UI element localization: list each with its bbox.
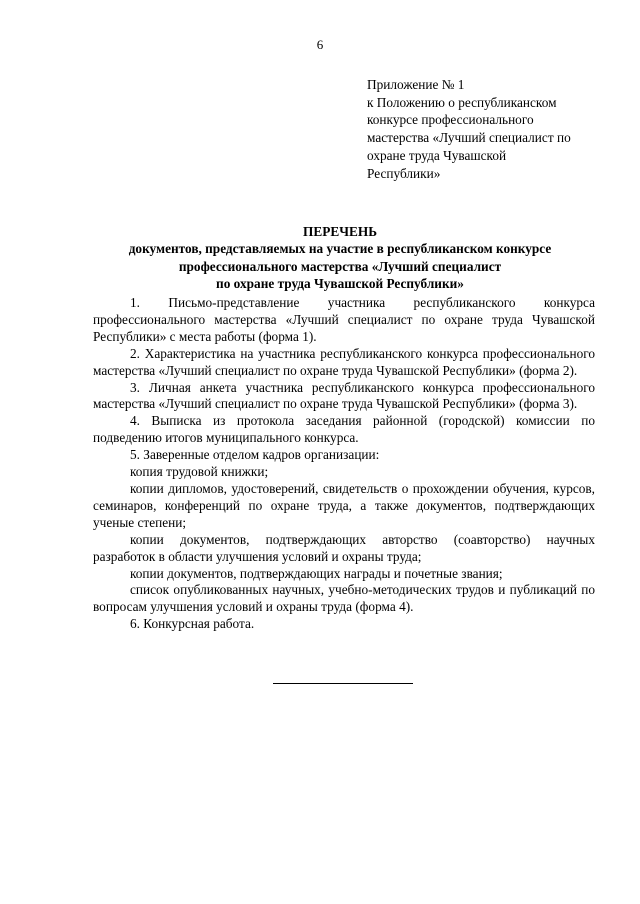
list-item: 2. Характеристика на участника республиканского конкурса профессионального мастерства «Лучший специалист по охране труда Чувашской Республики» (форма 2).	[93, 345, 595, 378]
title-line: по охране труда Чувашской Республики»	[216, 275, 464, 291]
title-line: профессионального мастерства «Лучший специалист	[178, 258, 502, 274]
appendix-line: Приложение № 1	[367, 77, 465, 92]
appendix-line: Республики»	[367, 165, 441, 181]
title-heading: ПЕРЕЧЕНЬ	[303, 224, 377, 239]
list-item: копии документов, подтверждающих авторство (соавторство) научных разработок в области улучшения условий и охраны труда;	[93, 531, 595, 564]
list-item: 4. Выписка из протокола заседания районной (городской) комиссии по подведению итогов муниципального конкурса.	[93, 413, 595, 446]
document-body	[93, 295, 595, 633]
page-number: 6	[316, 37, 324, 52]
closing-divider	[273, 683, 413, 684]
list-item: копия трудовой книжки;	[130, 464, 269, 480]
list-item: 3. Личная анкета участника республиканского конкурса профессионального мастерства «Лучший специалист по охране труда Чувашской Республики» (форма 3).	[93, 379, 595, 412]
appendix-line: охране труда Чувашской	[367, 147, 507, 163]
list-item: копии дипломов, удостоверений, свидетельств о прохождении обучения, курсов, семинаров, конференций по охране труда, а также документов, подтверждающих ученые степени;	[93, 480, 595, 530]
list-item: список опубликованных научных, учебно-методических трудов и публикаций по вопросам улучшения условий и охраны труда (форма 4).	[93, 582, 595, 615]
document-title	[60, 223, 620, 292]
list-item: 5. Заверенные отделом кадров организации:	[130, 447, 380, 463]
appendix-header	[367, 76, 607, 182]
title-line: документов, представляемых на участие в республиканском конкурсе	[128, 241, 552, 257]
list-item: 6. Конкурсная работа.	[130, 616, 255, 632]
appendix-line: конкурсе профессионального	[367, 112, 534, 128]
list-item: 1. Письмо-представление участника республиканского конкурса профессионального мастерства «Лучший специалист по охране труда Чувашской Республики» с места работы (форма 1).	[93, 295, 595, 344]
appendix-line: к Положению о республиканском	[367, 94, 557, 110]
appendix-line: мастерства «Лучший специалист по	[367, 130, 571, 146]
list-item: копии документов, подтверждающих награды и почетные звания;	[130, 565, 503, 581]
